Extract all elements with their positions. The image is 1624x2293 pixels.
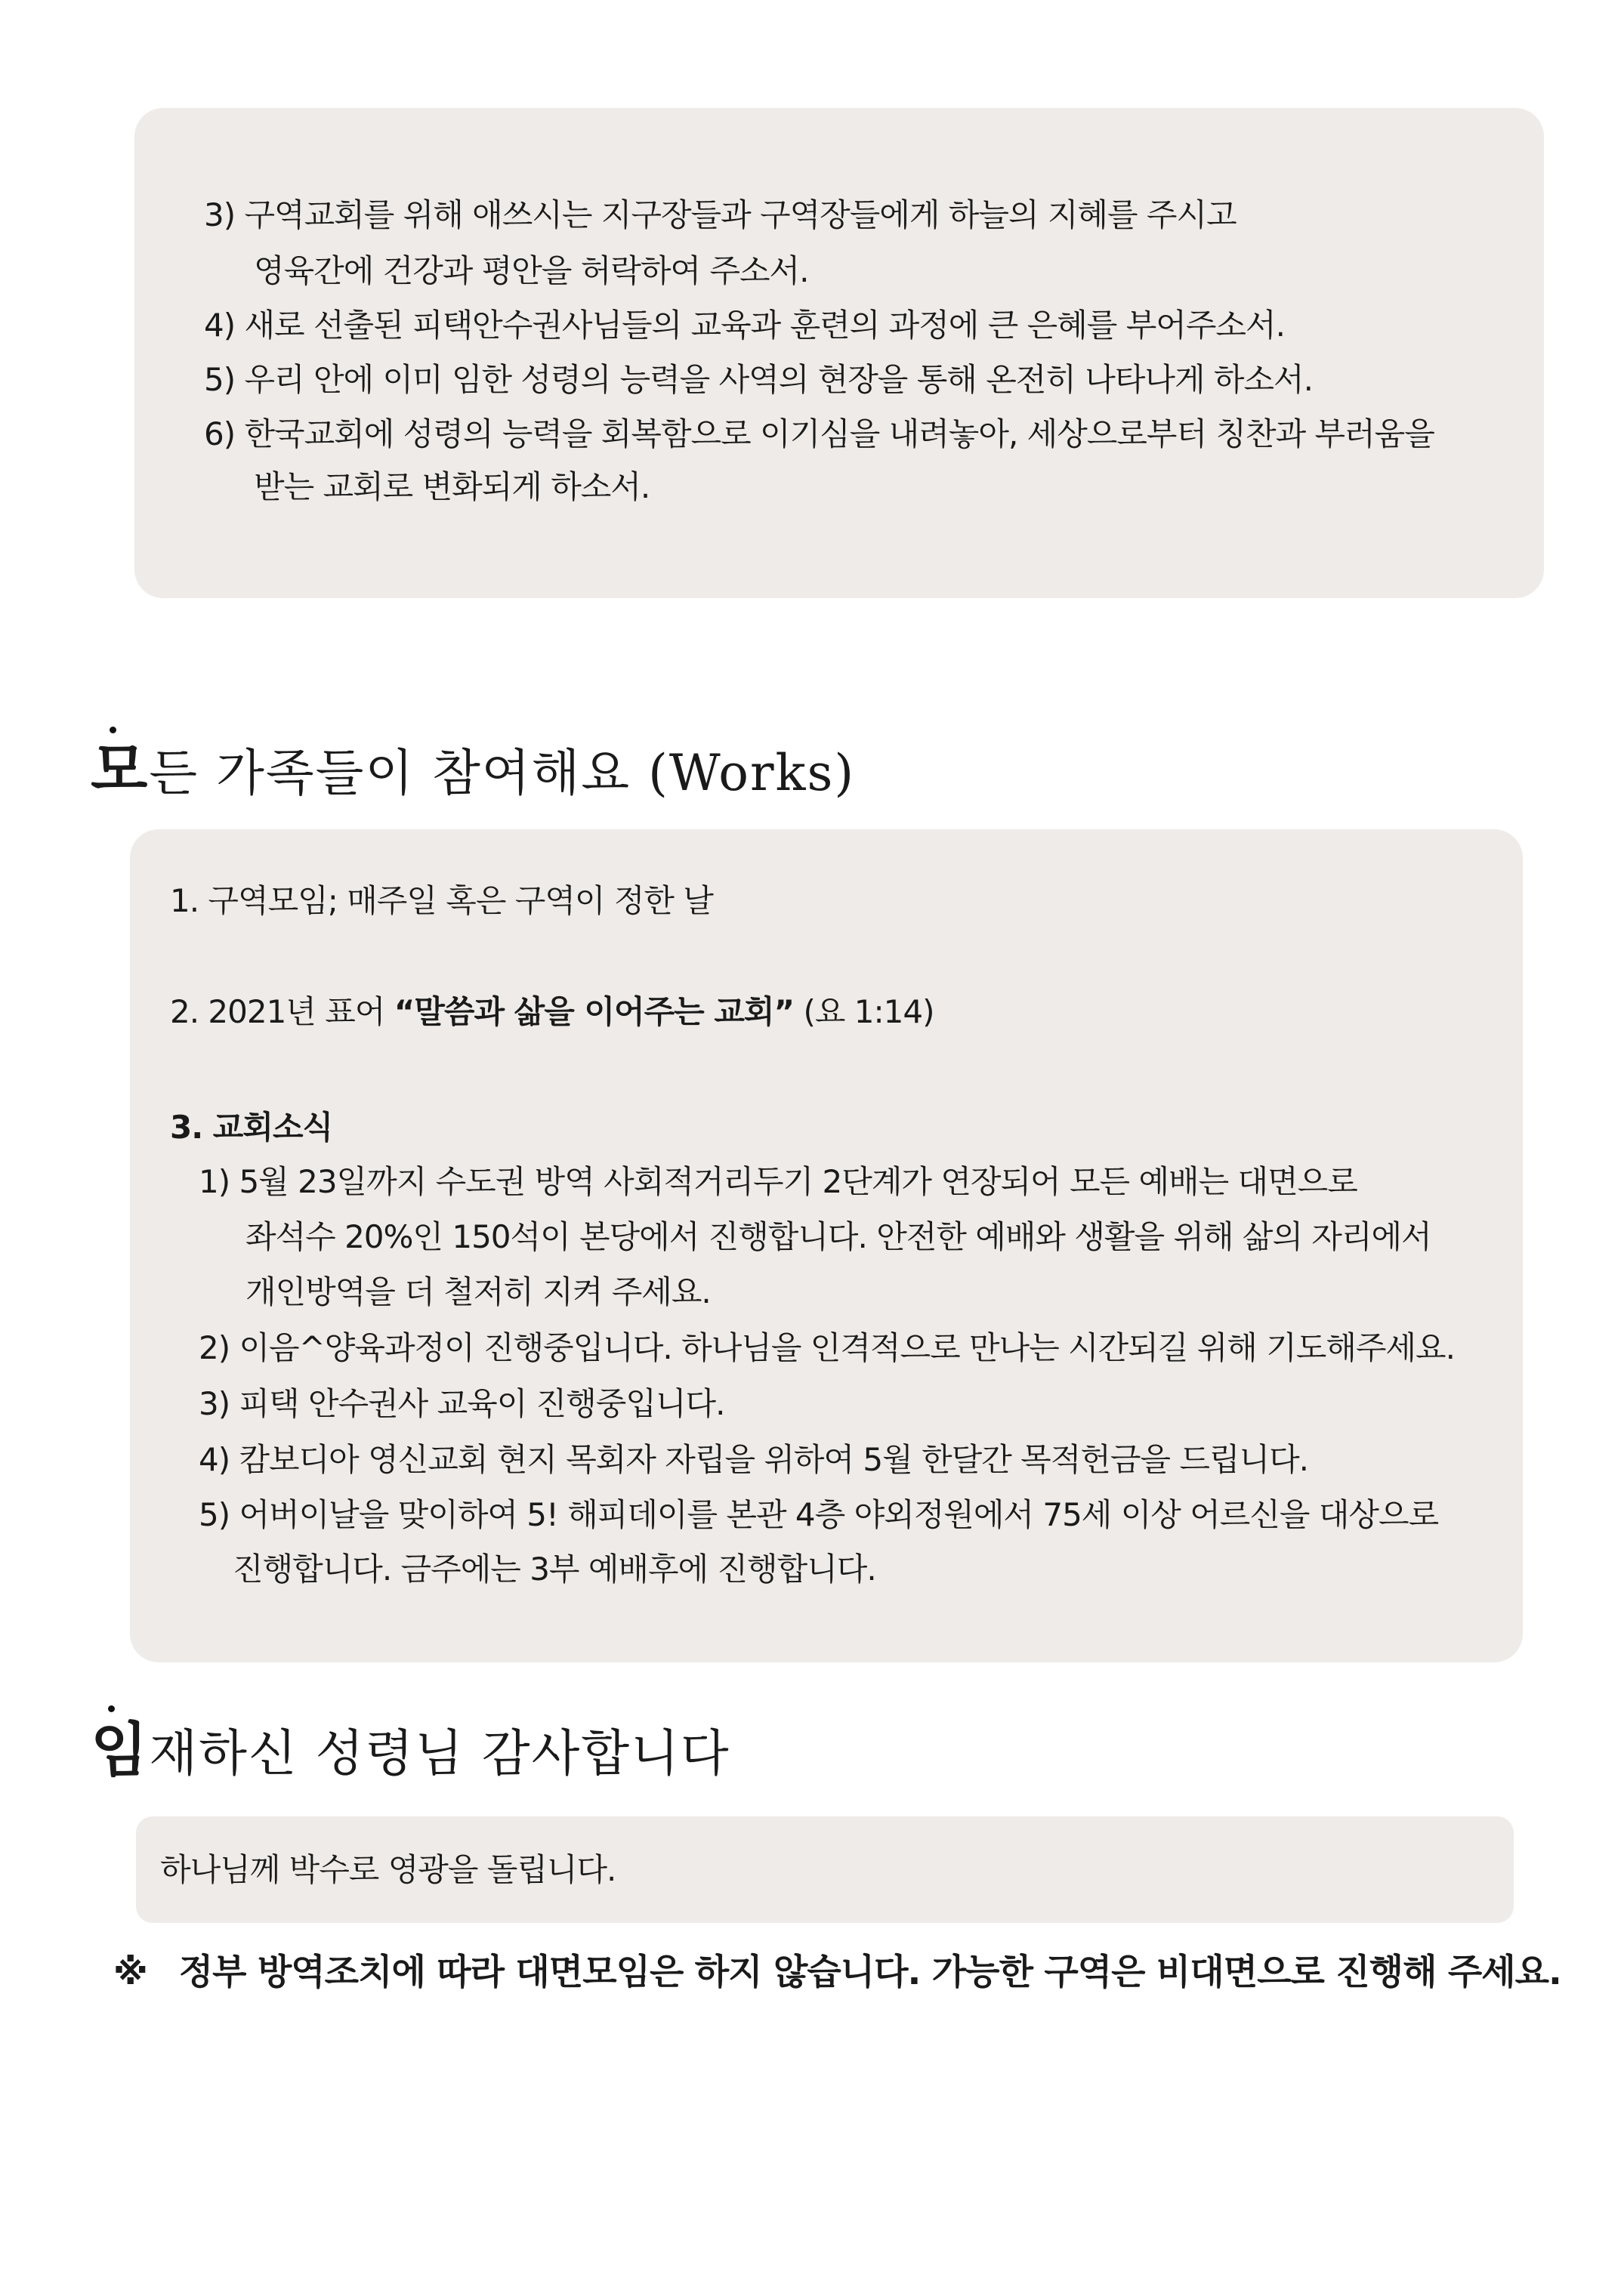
prayer-item-6-cont: 받는 교회로 변화되게 하소서. — [254, 468, 650, 505]
news-item-1-cont2: 개인방역을 더 철저히 지켜 주세요. — [245, 1273, 711, 1310]
news-item-3: 3) 피택 안수권사 교육이 진행중입니다. — [199, 1385, 725, 1422]
works-item-2-prefix: 2. 2021년 표어 — [170, 993, 394, 1030]
works-heading-initial: 모 — [91, 736, 150, 804]
works-item-3-label: 3. 교회소식 — [170, 1109, 333, 1146]
prayer-item-5: 5) 우리 안에 이미 임한 성령의 능력을 사역의 현장을 통해 온전히 나타나게 하소서. — [204, 361, 1313, 398]
covid-notice — [113, 1950, 1561, 1995]
heading-dot — [110, 727, 116, 733]
thanks-heading-text: 재하신 성령님 감사합니다 — [149, 1724, 730, 1782]
news-item-4: 4) 캄보디아 영신교회 현지 목회자 자립을 위하여 5월 한달간 목적헌금을 드립니다. — [199, 1441, 1308, 1478]
prayer-box — [134, 108, 1544, 598]
prayer-item-4: 4) 새로 선출된 피택안수권사님들의 교육과 훈련의 과정에 큰 은혜를 부어주소서. — [204, 307, 1285, 344]
works-item-1: 1. 구역모임; 매주일 혹은 구역이 정한 날 — [170, 882, 713, 919]
news-item-5: 5) 어버이날을 맞이하여 5! 해피데이를 본관 4층 야외정원에서 75세 이상 어르신을 대상으로 — [199, 1496, 1439, 1533]
thanks-text: 하나님께 박수로 영광을 돌립니다. — [160, 1851, 616, 1888]
news-item-1-cont: 좌석수 20%인 150석이 본당에서 진행합니다. 안전한 예배와 생활을 위해 삶의 자리에서 — [245, 1218, 1431, 1255]
thanks-heading — [91, 1716, 730, 1785]
works-heading — [91, 736, 856, 804]
news-item-2: 2) 이음^양육과정이 진행중입니다. 하나님을 인격적으로 만나는 시간되길 위해 기도해주세요. — [199, 1329, 1455, 1366]
news-item-5-cont: 진행합니다. 금주에는 3부 예배후에 진행합니다. — [233, 1551, 876, 1588]
prayer-item-6: 6) 한국교회에 성령의 능력을 회복함으로 이기심을 내려놓아, 세상으로부터 칭찬과 부러움을 — [204, 415, 1434, 452]
news-item-1: 1) 5월 23일까지 수도권 방역 사회적거리두기 2단계가 연장되어 모든 예배는 대면으로 — [199, 1163, 1357, 1200]
year-motto: “말씀과 삶을 이어주는 교회” — [394, 993, 795, 1030]
works-item-2-suffix: (요 1:14) — [794, 993, 934, 1030]
thanks-heading-initial: 임 — [91, 1716, 150, 1785]
notice-text: 정부 방역조치에 따라 대면모임은 하지 않습니다. 가능한 구역은 비대면으로 진행해 주세요. — [178, 1952, 1561, 1993]
prayer-item-3: 3) 구역교회를 위해 애쓰시는 지구장들과 구역장들에게 하늘의 지혜를 주시고 — [204, 196, 1237, 233]
reference-mark: ※ — [113, 1952, 147, 1993]
works-heading-text: 든 가족들이 참여해요 (Works) — [149, 744, 856, 802]
prayer-item-3-cont: 영육간에 건강과 평안을 허락하여 주소서. — [254, 252, 809, 289]
works-item-2 — [170, 991, 934, 1033]
heading-dot — [108, 1705, 115, 1712]
